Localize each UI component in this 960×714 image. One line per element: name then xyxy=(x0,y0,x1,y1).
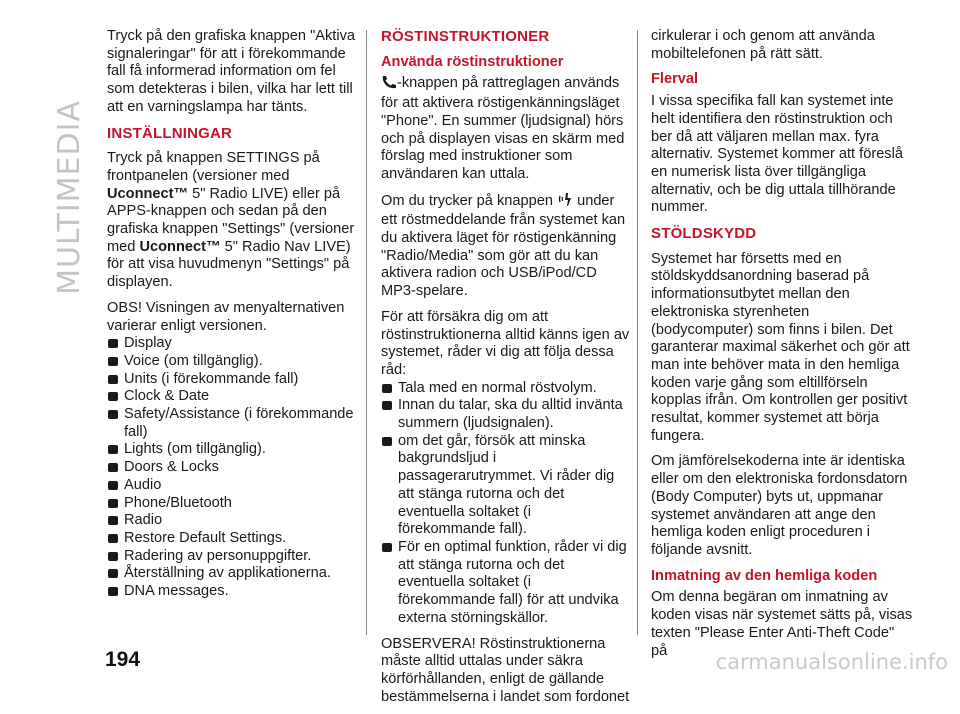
list-item: Radio xyxy=(107,512,357,530)
code-mismatch-paragraph: Om jämförelsekoderna inte är identiska eller om den elektroniska fordonsdatorn (Body Computer) byts ut, uppmanar systemet användaren att ange den hemliga koden enligt proceduren i följande avsnitt. xyxy=(651,453,908,558)
multiple-choice-paragraph: I vissa specifika fall kan systemet inte helt identifiera den röstinstruktion och ber då att väljaren mellan max. fyra alternativ. Systemet kommer att föreslå en numerisk lista över tillgängliga alternativ, och be dig uttala tillhörande nummer. xyxy=(651,93,903,216)
intro-paragraph: Tryck på den grafiska knappen "Aktiva signaleringar" för att i förekommande fall få informerad information om fel som detekteras i bilen, vilka har lett till att en varningslampa har tänts. xyxy=(107,28,355,115)
list-item: Restore Default Settings. xyxy=(107,530,357,548)
anti-theft-paragraph: Systemet har försetts med en stöldskyddsanordning baserad på informationsutbytet mellan den elektroniska styrenheten (bodycomputer) som finns i bilen. Det garanterar maximal säkerhet och gör att man inte behöver mata in den hemliga koden varje gång som eltillförseln kopplas ifrån. Om kontrollen ger positivt resultat, kommer systemet att börja fungera. xyxy=(651,250,910,444)
list-item: Clock & Date xyxy=(107,388,357,406)
list-item: Återställning av applikationerna. xyxy=(107,565,357,583)
list-item: Safety/Assistance (i förekommande fall) xyxy=(107,406,357,441)
settings-paragraph: Tryck på knappen SETTINGS på frontpanelen (versioner med Uconnect™ 5" Radio LIVE) eller på APPS-knappen och sedan på den grafiska knappen "Settings" (versioner med Uconnect™ 5" Radio Nav LIVE) för att visa huvudmenyn "Settings" på displayen. xyxy=(107,150,355,291)
list-item: Tala med en normal röstvolym. xyxy=(381,380,632,398)
column-2 xyxy=(381,28,632,714)
note-paragraph: OBS! Visningen av menyalternativen varierar enligt versionen. xyxy=(107,299,345,334)
advice-intro-paragraph: För att försäkra dig om att röstinstruktionerna alltid känns igen av systemet, råder vi dig att följa dessa råd: xyxy=(381,308,630,378)
page-number: 194 xyxy=(105,648,141,671)
list-item: Innan du talar, ska du alltid invänta summern (ljudsignalen). xyxy=(381,397,632,432)
voice-command-icon xyxy=(557,192,573,213)
advice-list xyxy=(381,380,632,628)
list-item: om det går, försök att minska bakgrundsljud i passagerarutrymmet. Vi råder dig att stänga rutorna och det eventuella soltaket (i förekommande fall). xyxy=(381,433,632,539)
list-item: DNA messages. xyxy=(107,583,357,601)
watermark: carmanualsonline.info xyxy=(715,650,948,674)
list-item: Doors & Locks xyxy=(107,459,357,477)
warning-paragraph: OBSERVERA! Röstinstruktionerna måste alltid uttalas under säkra körförhållanden, enligt de gällande bestämmelserna i landet som fordonet xyxy=(381,635,630,705)
phone-handset-icon xyxy=(381,75,397,95)
anti-theft-heading: STÖLDSKYDD xyxy=(651,225,757,243)
column-divider-2 xyxy=(637,30,638,635)
continuation-paragraph: cirkulerar i och genom att använda mobiltelefonen på rätt sätt. xyxy=(651,28,875,62)
list-item: Radering av personuppgifter. xyxy=(107,548,357,566)
list-item: Phone/Bluetooth xyxy=(107,495,357,513)
secret-code-paragraph: Om denna begäran om inmatning av koden visas när systemet sätts på, visas texten "Please Enter Anti-Theft Code" på xyxy=(651,589,913,659)
column-3 xyxy=(651,28,913,668)
voice-instructions-subheading: Använda röstinstruktioner xyxy=(381,53,564,70)
secret-code-subheading: Inmatning av den hemliga koden xyxy=(651,567,878,584)
list-item: För en optimal funktion, råder vi dig att stänga rutorna och det eventuella soltaket (i förekommande fall) för att undvika externa störningskällor. xyxy=(381,539,632,628)
section-side-label-text: MULTIMEDIA xyxy=(52,100,87,295)
list-item: Units (i förekommande fall) xyxy=(107,371,357,389)
voice-instructions-heading: RÖSTINSTRUKTIONER xyxy=(381,28,550,45)
list-item: Lights (om tillgänglig). xyxy=(107,441,357,459)
voice-button-paragraph: Om du trycker på knappen under ett röstmeddelande från systemet kan du aktivera läget för röstigenkänning "Radio/Media" som gör att du kan aktivera radion och USB/iPod/CD MP3-spelare. xyxy=(381,192,626,300)
column-divider-1 xyxy=(366,30,367,635)
phone-button-paragraph: -knappen på rattreglagen används för att aktivera röstigenkänningsläget "Phone". En summer (ljudsignal) hörs och på displayen visas en skärm med förslag med instruktioner som användaren kan uttala. xyxy=(381,75,625,182)
list-item: Audio xyxy=(107,477,357,495)
list-item: Display xyxy=(107,335,357,353)
settings-heading: INSTÄLLNINGAR xyxy=(107,124,233,142)
settings-menu-list xyxy=(107,335,357,601)
list-item: Voice (om tillgänglig). xyxy=(107,353,357,371)
multiple-choice-subheading: Flerval xyxy=(651,71,699,88)
column-1 xyxy=(107,28,357,609)
